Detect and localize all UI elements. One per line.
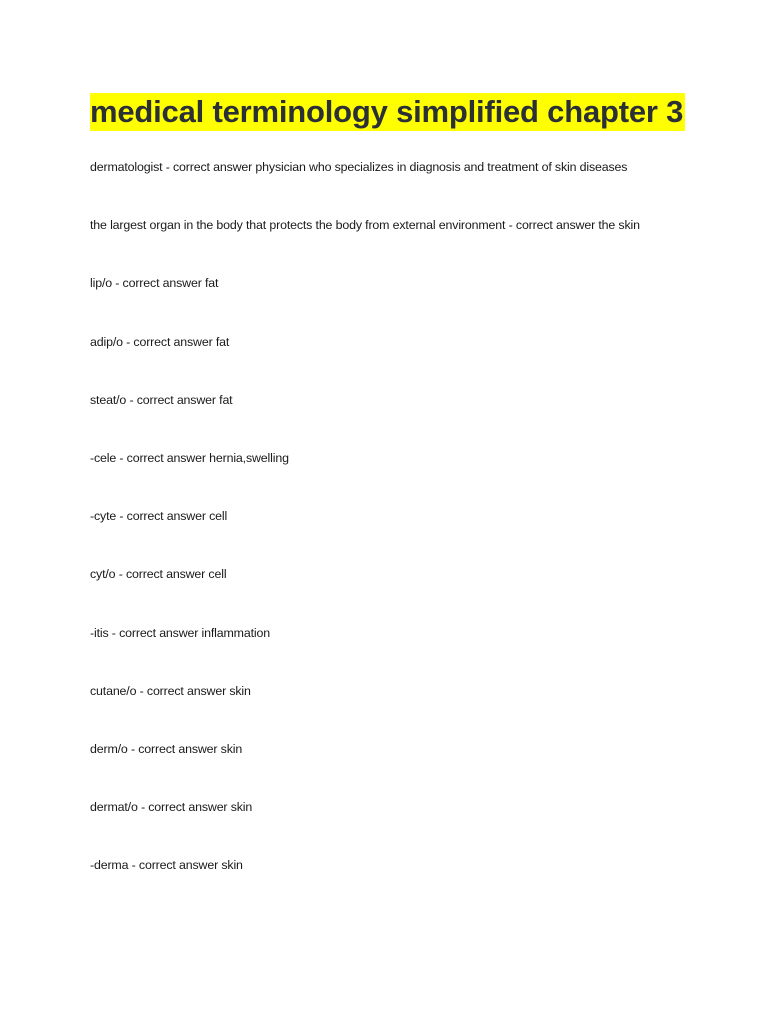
list-item: derm/o - correct answer skin [90,741,243,756]
list-item: steat/o - correct answer fat [90,392,233,407]
list-item: dermatologist - correct answer physician who specializes in diagnosis and treatment of skin diseases [90,160,628,174]
entry-list [90,158,730,914]
list-item: -derma - correct answer skin [90,858,243,873]
list-item: cutane/o - correct answer skin [90,683,251,698]
document-title: medical terminology simplified chapter 3 [90,94,684,129]
list-item: -cyte - correct answer cell [90,509,228,524]
list-item: adip/o - correct answer fat [90,334,230,349]
list-item: -cele - correct answer hernia,swelling [90,450,289,465]
list-item: lip/o - correct answer fat [90,276,219,291]
list-item: the largest organ in the body that protects the body from external environment - correct answer the skin [90,218,640,233]
list-item: cyt/o - correct answer cell [90,567,227,582]
list-item: dermat/o - correct answer skin [90,800,253,815]
list-item: -itis - correct answer inflammation [90,625,270,640]
